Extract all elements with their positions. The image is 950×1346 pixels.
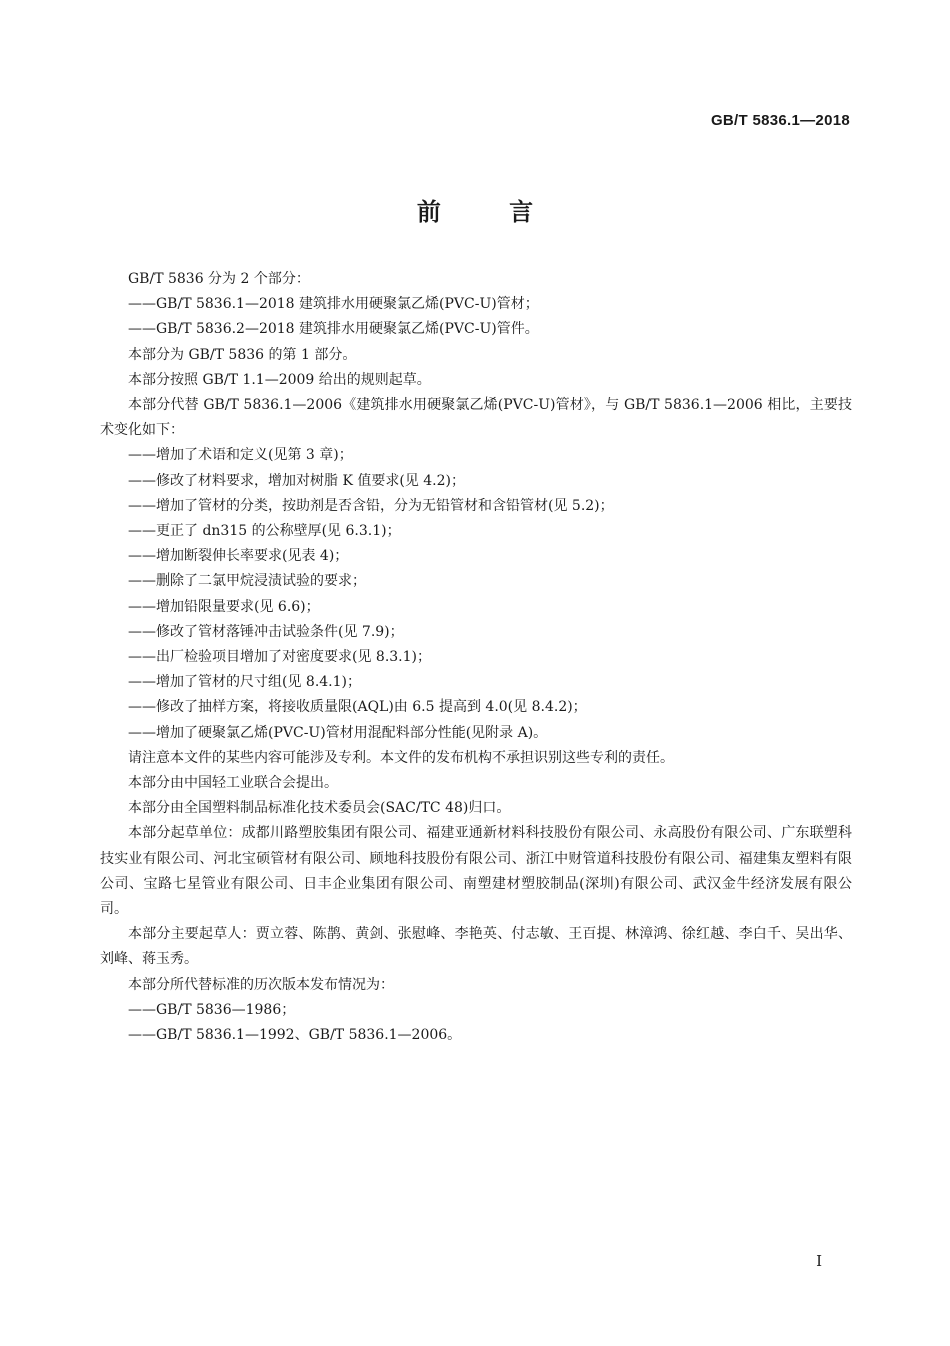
- list-item: ——增加铅限量要求(见 6.6)；: [128, 598, 320, 615]
- paragraph: 本部分主要起草人：贾立蓉、陈鹊、黄剑、张慰峰、李艳英、付志敏、王百提、林漳鸿、徐红越、李白千、吴出华、刘峰、蒋玉秀。: [100, 926, 852, 968]
- list-item: ——GB/T 5836.1—1992、GB/T 5836.1—2006。: [128, 1027, 462, 1044]
- page-title: 前 言: [416, 198, 564, 226]
- list-item: ——增加了管材的尺寸组(见 8.4.1)；: [128, 674, 361, 691]
- paragraph: 本部分由全国塑料制品标准化技术委员会(SAC/TC 48)归口。: [128, 800, 511, 817]
- list-item: ——修改了抽样方案，将接收质量限(AQL)由 6.5 提高到 4.0(见 8.4.2)；: [128, 699, 587, 716]
- page-number: I: [816, 1252, 822, 1270]
- list-item: ——GB/T 5836—1986；: [128, 1001, 296, 1018]
- list-item: ——增加了术语和定义(见第 3 章)；: [128, 447, 353, 464]
- paragraph: 本部分所代替标准的历次版本发布情况为：: [128, 976, 394, 993]
- list-item: ——增加了管材的分类，按助剂是否含铅，分为无铅管材和含铅管材(见 5.2)；: [128, 497, 614, 514]
- list-item: ——出厂检验项目增加了对密度要求(见 8.3.1)；: [128, 649, 431, 666]
- paragraph: GB/T 5836 分为 2 个部分：: [128, 271, 310, 287]
- paragraph: 本部分由中国轻工业联合会提出。: [128, 775, 338, 792]
- list-item: ——GB/T 5836.2—2018 建筑排水用硬聚氯乙烯(PVC-U)管件。: [128, 321, 539, 338]
- list-item: ——修改了管材落锤冲击试验条件(见 7.9)；: [128, 623, 404, 640]
- foreword-body: [100, 267, 852, 1048]
- list-item: ——增加了硬聚氯乙烯(PVC-U)管材用混配料部分性能(见附录 A)。: [128, 724, 548, 741]
- list-item: ——修改了材料要求，增加对树脂 K 值要求(见 4.2)；: [128, 472, 465, 489]
- paragraph: 本部分起草单位：成都川路塑胶集团有限公司、福建亚通新材料科技股份有限公司、永高股份有限公司、广东联塑科技实业有限公司、河北宝硕管材有限公司、顾地科技股份有限公司、浙江中财管道科技股份有限公司、福建集友塑料有限公司、宝路七星管业有限公司、日丰企业集团有限公司、南塑建材塑胶制品(深圳)有限公司、武汉金牛经济发展有限公司。: [100, 825, 852, 918]
- list-item: ——增加断裂伸长率要求(见表 4)；: [128, 548, 349, 565]
- list-item: ——更正了 dn315 的公称壁厚(见 6.3.1)；: [128, 523, 401, 540]
- paragraph: 本部分为 GB/T 5836 的第 1 部分。: [128, 346, 357, 363]
- list-item: ——GB/T 5836.1—2018 建筑排水用硬聚氯乙烯(PVC-U)管材；: [128, 296, 539, 313]
- paragraph: 本部分代替 GB/T 5836.1—2006《建筑排水用硬聚氯乙烯(PVC-U)管材》，与 GB/T 5836.1—2006 相比，主要技术变化如下：: [100, 397, 852, 439]
- paragraph: 本部分按照 GB/T 1.1—2009 给出的规则起草。: [128, 371, 431, 388]
- standard-number: GB/T 5836.1—2018: [710, 112, 850, 129]
- list-item: ——删除了二氯甲烷浸渍试验的要求；: [128, 573, 366, 590]
- paragraph: 请注意本文件的某些内容可能涉及专利。本文件的发布机构不承担识别这些专利的责任。: [128, 749, 674, 766]
